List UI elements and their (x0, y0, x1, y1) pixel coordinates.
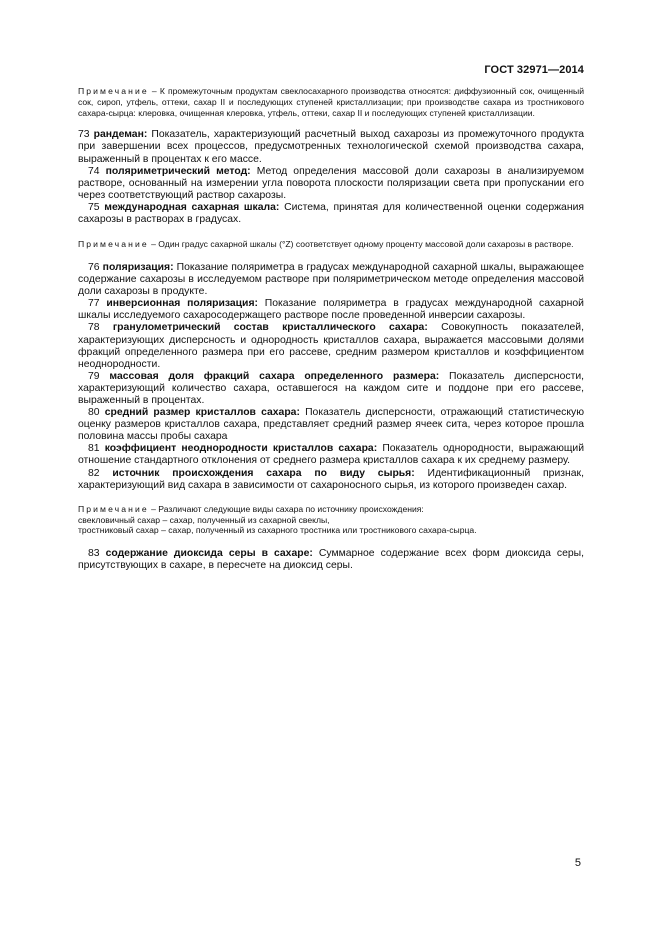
entry-term: гранулометрический состав кристаллического сахара: (112, 322, 428, 334)
entry-term: массовая доля фракций сахара определенного размера: (109, 370, 440, 382)
entry-term: источник происхождения сахара по виду сырья: (112, 467, 415, 479)
note-label: Примечание (78, 503, 149, 514)
entry-definition: Показатель дисперсности, отражающий статистическую оценку размеров кристаллов сахара, представляет средний размер ячеек сита, через которое прошла половина массы пробы сахара (78, 407, 584, 443)
term-entry-80 (78, 407, 584, 443)
entry-definition: Суммарное содержание всех форм диоксида серы, присутствующих в сахаре, в пересчете на диоксид серы. (78, 548, 585, 572)
term-entry-76 (78, 262, 584, 298)
term-entries-group-1 (78, 129, 584, 226)
term-entry-73 (78, 129, 584, 165)
term-entry-78 (78, 322, 584, 370)
entry-definition: Показатель однородности, выражающий отношение стандартного отклонения от среднего размера кристаллов сахара к их среднему размеру. (78, 443, 585, 467)
note-intermediate-products (78, 86, 584, 118)
entry-term: рандеман: (93, 129, 148, 141)
note-label: Примечание (78, 86, 149, 96)
term-entry-79 (78, 371, 584, 407)
term-entries-group-3 (78, 548, 584, 572)
entry-number: 73 (78, 129, 90, 141)
entry-number: 76 (88, 261, 100, 273)
entry-definition: Метод определения массовой доли сахарозы в анализируемом растворе, основанный на измерении угла поворота плоскости поляризации света при пропускании его через соответствующий раствор сахарозы. (78, 165, 584, 201)
note-text: – К промежуточным продуктам свеклосахарного производства относятся: диффузионный сок, очищенный сок, сироп, утфель, оттеки, сахар II и последующих ступеней кристаллизации; при производстве сахара из тростникового сахара-сырца: клеровка, очищенная клеровка, утфель, оттеки, сахар II и последующих ступеней кристаллизации. (78, 86, 584, 118)
entry-definition: Показание поляриметра в градусах международной сахарной шкалы, выражающее содержание сахарозы в исследуемом растворе при поляриметрическом методе определения массовой доли сахарозы в продукте. (78, 261, 584, 298)
term-entry-74 (78, 166, 584, 202)
note-label: Примечание (78, 239, 149, 250)
entry-term: средний размер кристаллов сахара: (104, 407, 300, 419)
entry-definition: Система, принятая для количественной оценки содержания сахарозы в растворах в градусах. (78, 201, 585, 226)
term-entry-81 (78, 443, 584, 467)
entry-definition: Показатель дисперсности, характеризующий количество сахара, оставшегося на каждом сите и поддоне при его рассеве, выраженный в процентах. (78, 370, 585, 406)
term-entry-75 (78, 202, 584, 226)
note-text: – Один градус сахарной шкалы (°Z) соответствует одному проценту массовой доли сахарозы в растворе. (151, 239, 574, 250)
entry-term: поляриметрический метод: (105, 165, 251, 177)
entry-number: 82 (88, 467, 100, 479)
term-entry-82 (78, 468, 584, 492)
entry-number: 81 (88, 443, 100, 455)
entry-term: поляризация: (102, 261, 174, 273)
page-number: 5 (574, 857, 581, 869)
note-sugar-source-types (78, 504, 584, 536)
entry-term: международная сахарная шкала: (104, 201, 280, 213)
note-line-cane-sugar: тростниковый сахар – сахар, полученный из сахарного тростника или тростникового сахара-сырца. (78, 525, 477, 536)
entry-number: 83 (88, 548, 100, 560)
note-sugar-scale-degree (78, 239, 584, 250)
entry-number: 78 (88, 322, 100, 334)
entry-number: 75 (88, 201, 100, 213)
entry-term: инверсионная поляризация: (106, 298, 258, 310)
term-entry-77 (78, 298, 584, 322)
page-content (78, 86, 584, 572)
note-text: – Различают следующие виды сахара по источнику происхождения: (151, 503, 424, 514)
entry-definition: Показание поляриметра в градусах международной сахарной шкалы исследуемого сахаросодержащего растворе после проведенной инверсии сахарозы. (78, 298, 584, 322)
entry-number: 80 (88, 407, 100, 419)
term-entries-group-2 (78, 262, 584, 492)
note-line-beet-sugar: свекловичный сахар – сахар, полученный из сахарной свеклы, (78, 514, 330, 525)
document-id: ГОСТ 32971—2014 (484, 64, 584, 76)
entry-definition: Идентификационный признак, характеризующий вид сахара в зависимости от сахароносного сырья, из которого произведен сахар. (78, 467, 584, 491)
entry-number: 79 (88, 370, 100, 382)
entry-number: 77 (88, 298, 100, 310)
entry-definition: Показатель, характеризующий расчетный выход сахарозы из промежуточного продукта при завершении всех процессов, предусмотренных технологической схемой производства сахара, выраженный в процентах к его массе. (78, 129, 584, 165)
entry-term: коэффициент неоднородности кристаллов сахара: (104, 443, 378, 455)
term-entry-83 (78, 548, 584, 572)
entry-definition: Совокупность показателей, характеризующих дисперсность и однородность кристаллов сахара, выражается массовыми долями фракций определенного размера при его рассеве, средним размером кристаллов и коэффициентом неоднородности. (78, 322, 584, 370)
entry-number: 74 (88, 165, 100, 177)
entry-term: содержание диоксида серы в сахаре: (105, 548, 313, 560)
